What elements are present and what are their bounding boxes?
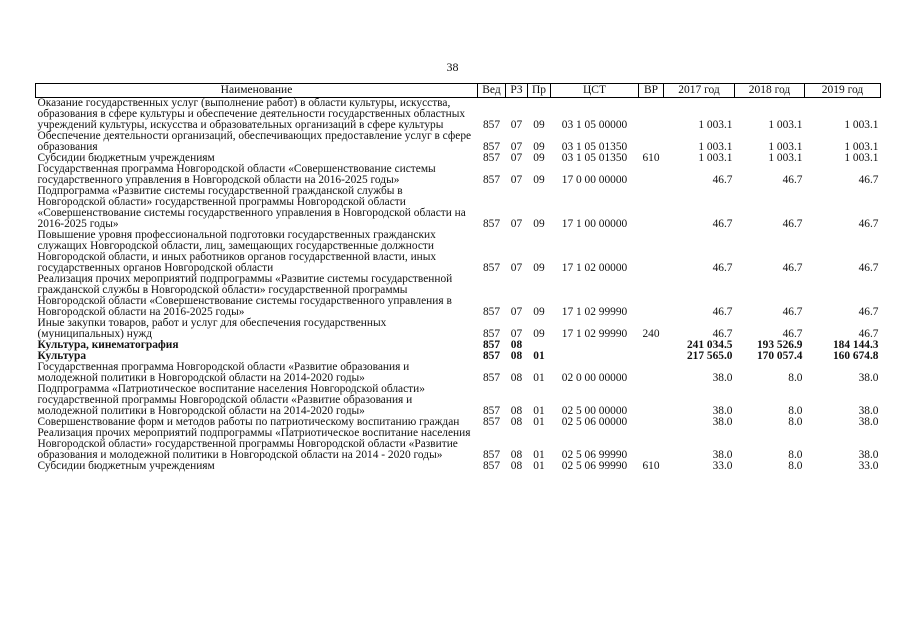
- row-cst: 03 1 05 00000: [561, 119, 628, 131]
- row-cst: 02 5 06 99990: [561, 460, 628, 472]
- row-ved: 857: [482, 405, 501, 417]
- table-row: [36, 428, 881, 461]
- row-2018: 1 003.1: [768, 152, 803, 164]
- row-pr: 01: [533, 460, 545, 472]
- row-vr: [639, 417, 664, 428]
- row-ved: 857: [482, 174, 501, 186]
- row-cst: 03 1 05 01350: [561, 152, 628, 164]
- row-2018: 8.0: [788, 449, 803, 461]
- row-2018: 8.0: [788, 405, 803, 417]
- row-pr: 09: [533, 328, 545, 340]
- row-name: Реализация прочих мероприятий подпрограммы «Развитие системы государственной гражданской службы в Новгородской области» государственной программы Новгородской области «Совершенствование системы государственного управления в Новгородской области на 2016-2025 годы»: [37, 273, 453, 318]
- row-pr: 09: [533, 218, 545, 230]
- row-rz: 07: [510, 141, 523, 153]
- table-row: [36, 131, 881, 153]
- row-vr: 610: [642, 152, 660, 164]
- table-row: [36, 98, 881, 132]
- table-header-row: [36, 84, 881, 98]
- row-ved: 857: [482, 372, 501, 384]
- row-2019: 160 674.8: [832, 350, 879, 362]
- row-ved: 857: [482, 152, 501, 164]
- row-rz: 08: [510, 449, 523, 461]
- row-2019: 1 003.1: [844, 152, 879, 164]
- row-name: Государственная программа Новгородской области «Развитие образования и молодежной политики в Новгородской области на 2014-2020 годы»: [37, 361, 410, 384]
- row-2017: 241 034.5: [686, 339, 733, 351]
- row-vr: [639, 98, 664, 132]
- row-2019: 38.0: [858, 405, 879, 417]
- header-2017: 2017 год: [664, 84, 735, 98]
- row-cst: 02 5 00 00000: [561, 405, 628, 417]
- row-2017: 38.0: [712, 372, 733, 384]
- row-name: Совершенствование форм и методов работы по патриотическому воспитанию граждан: [37, 416, 460, 428]
- row-pr: 09: [533, 174, 545, 186]
- row-vr: [639, 186, 664, 230]
- row-2017: 217 565.0: [686, 350, 733, 362]
- row-2017: 46.7: [712, 174, 733, 186]
- row-2019: 46.7: [858, 218, 879, 230]
- row-ved: 857: [482, 262, 501, 274]
- row-2018: 193 526.9: [756, 339, 803, 351]
- row-vr: [639, 340, 664, 351]
- row-name: Субсидии бюджетным учреждениям: [37, 152, 215, 164]
- row-ved: 857: [482, 218, 501, 230]
- row-ved: 857: [482, 141, 501, 153]
- row-cst: [551, 340, 639, 351]
- row-2018: 46.7: [782, 262, 803, 274]
- row-2017: 1 003.1: [698, 119, 733, 131]
- row-name: Субсидии бюджетным учреждениям: [37, 460, 215, 472]
- row-cst: 17 1 00 00000: [561, 218, 628, 230]
- row-2017: 46.7: [712, 262, 733, 274]
- row-rz: 07: [510, 328, 523, 340]
- row-2018: 46.7: [782, 218, 803, 230]
- row-2017: 1 003.1: [698, 152, 733, 164]
- row-name: Государственная программа Новгородской области «Совершенствование системы государственного управления в Новгородской области на 2016-2025 годы»: [37, 163, 436, 186]
- row-vr: [639, 351, 664, 362]
- row-2018: 1 003.1: [768, 119, 803, 131]
- table-row: [36, 274, 881, 318]
- row-pr: 01: [533, 372, 545, 384]
- header-2018: 2018 год: [735, 84, 805, 98]
- row-cst: 17 0 00 00000: [561, 174, 628, 186]
- table-row: [36, 461, 881, 472]
- header-pr: Пр: [528, 84, 551, 98]
- table-row: [36, 318, 881, 340]
- row-vr: [639, 230, 664, 274]
- row-rz: 07: [510, 174, 523, 186]
- page-number: 38: [446, 60, 459, 74]
- row-rz: 07: [510, 218, 523, 230]
- row-2017: 38.0: [712, 449, 733, 461]
- row-ved: 857: [482, 119, 501, 131]
- row-2019: 38.0: [858, 416, 879, 428]
- row-ved: 857: [482, 339, 501, 351]
- row-rz: 08: [510, 372, 523, 384]
- row-2019: 1 003.1: [844, 141, 879, 153]
- header-cst: ЦСТ: [551, 84, 639, 98]
- row-rz: 08: [510, 405, 523, 417]
- row-vr: [639, 384, 664, 417]
- table-row: [36, 384, 881, 417]
- row-cst: 03 1 05 01350: [561, 141, 628, 153]
- row-cst: 02 5 06 00000: [561, 416, 628, 428]
- row-name: Культура: [37, 350, 87, 362]
- table-row: [36, 362, 881, 384]
- row-2019: 38.0: [858, 372, 879, 384]
- row-2018: 8.0: [788, 460, 803, 472]
- row-pr: 09: [533, 306, 545, 318]
- row-name: Оказание государственных услуг (выполнение работ) в области культуры, искусства, образования в сфере культуры и обеспечение деятельности государственных областных учреждений культуры, искусства и образовательных организаций в сфере культуры: [37, 97, 466, 131]
- row-ved: 857: [482, 449, 501, 461]
- row-2019: 46.7: [858, 328, 879, 340]
- row-cst: 17 1 02 99990: [561, 328, 628, 340]
- header-2019: 2019 год: [805, 84, 881, 98]
- row-cst: 02 5 06 99990: [561, 449, 628, 461]
- row-ved: 857: [482, 460, 501, 472]
- header-rz: РЗ: [506, 84, 528, 98]
- row-2017: 1 003.1: [698, 141, 733, 153]
- row-2018: 8.0: [788, 372, 803, 384]
- row-cst: 02 0 00 00000: [561, 372, 628, 384]
- row-cst: 17 1 02 00000: [561, 262, 628, 274]
- row-2018: 46.7: [782, 306, 803, 318]
- row-2019: 46.7: [858, 174, 879, 186]
- table-row: [36, 164, 881, 186]
- row-2019: 184 144.3: [832, 339, 879, 351]
- row-name: Подпрограмма «Развитие системы государственной гражданской службы в Новгородской области» государственной программы Новгородской области «Совершенствование системы государственного управления в Новгородской области на 2016-2025 годы»: [37, 185, 466, 230]
- row-cst: [551, 351, 639, 362]
- header-ved: Вед: [478, 84, 506, 98]
- row-rz: 08: [510, 339, 523, 351]
- row-pr: 01: [533, 449, 545, 461]
- row-2017: 46.7: [712, 306, 733, 318]
- row-name: Реализация прочих мероприятий подпрограммы «Патриотическое воспитание населения Новгородской области» государственной программы Новгородской области «Развитие образования и молодежной политики в Новгородской области на 2014 - 2020 годы»: [37, 427, 471, 461]
- row-rz: 08: [510, 460, 523, 472]
- budget-table: [35, 83, 881, 472]
- row-2019: 46.7: [858, 262, 879, 274]
- row-ved: 857: [482, 416, 501, 428]
- row-rz: 07: [510, 152, 523, 164]
- row-pr: 01: [533, 405, 545, 417]
- table-row: [36, 230, 881, 274]
- header-vr: ВР: [639, 84, 664, 98]
- row-rz: 07: [510, 262, 523, 274]
- row-rz: 08: [510, 416, 523, 428]
- row-2017: 33.0: [712, 460, 733, 472]
- row-pr: 01: [533, 416, 545, 428]
- row-vr: 240: [642, 328, 660, 340]
- row-2018: 170 057.4: [756, 350, 803, 362]
- row-2019: 38.0: [858, 449, 879, 461]
- row-2019: 33.0: [858, 460, 879, 472]
- row-name: Культура, кинематография: [37, 339, 179, 351]
- row-ved: 857: [482, 328, 501, 340]
- table-row: [36, 186, 881, 230]
- row-2018: 1 003.1: [768, 141, 803, 153]
- row-rz: 07: [510, 306, 523, 318]
- header-name: Наименование: [36, 84, 478, 98]
- row-name: Подпрограмма «Патриотическое воспитание населения Новгородской области» государственной программы Новгородской области «Развитие образования и молодежной политики в Новгородской области на 2014-2020 годы»: [37, 383, 425, 417]
- row-ved: 857: [482, 350, 501, 362]
- row-2017: 46.7: [712, 328, 733, 340]
- row-name: Иные закупки товаров, работ и услуг для обеспечения государственных (муниципальных) нужд: [37, 317, 387, 340]
- row-vr: [639, 164, 664, 186]
- row-2018: 46.7: [782, 174, 803, 186]
- row-pr: 01: [533, 350, 545, 362]
- row-2018: 46.7: [782, 328, 803, 340]
- row-2018: 8.0: [788, 416, 803, 428]
- row-name: Обеспечение деятельности организаций, обеспечивающих предоставление услуг в сфере образования: [37, 130, 472, 153]
- row-vr: [639, 274, 664, 318]
- row-pr: 09: [533, 262, 545, 274]
- row-rz: 08: [510, 350, 523, 362]
- row-name: Повышение уровня профессиональной подготовки государственных гражданских служащих Новгородской области, лиц, замещающих государственные должности Новгородской области, и иных работников органов государственной власти, иных государственных органов Новгородской области: [37, 229, 437, 274]
- row-ved: 857: [482, 306, 501, 318]
- row-pr: 09: [533, 119, 545, 131]
- table-row: [36, 340, 881, 351]
- row-vr: [639, 131, 664, 153]
- row-2019: 46.7: [858, 306, 879, 318]
- row-2017: 46.7: [712, 218, 733, 230]
- row-vr: [639, 362, 664, 384]
- row-rz: 07: [510, 119, 523, 131]
- row-vr: [639, 428, 664, 461]
- row-2017: 38.0: [712, 405, 733, 417]
- row-2017: 38.0: [712, 416, 733, 428]
- row-pr: 09: [533, 141, 545, 153]
- row-vr: 610: [642, 460, 660, 472]
- row-pr: 09: [533, 152, 545, 164]
- row-cst: 17 1 02 99990: [561, 306, 628, 318]
- row-2019: 1 003.1: [844, 119, 879, 131]
